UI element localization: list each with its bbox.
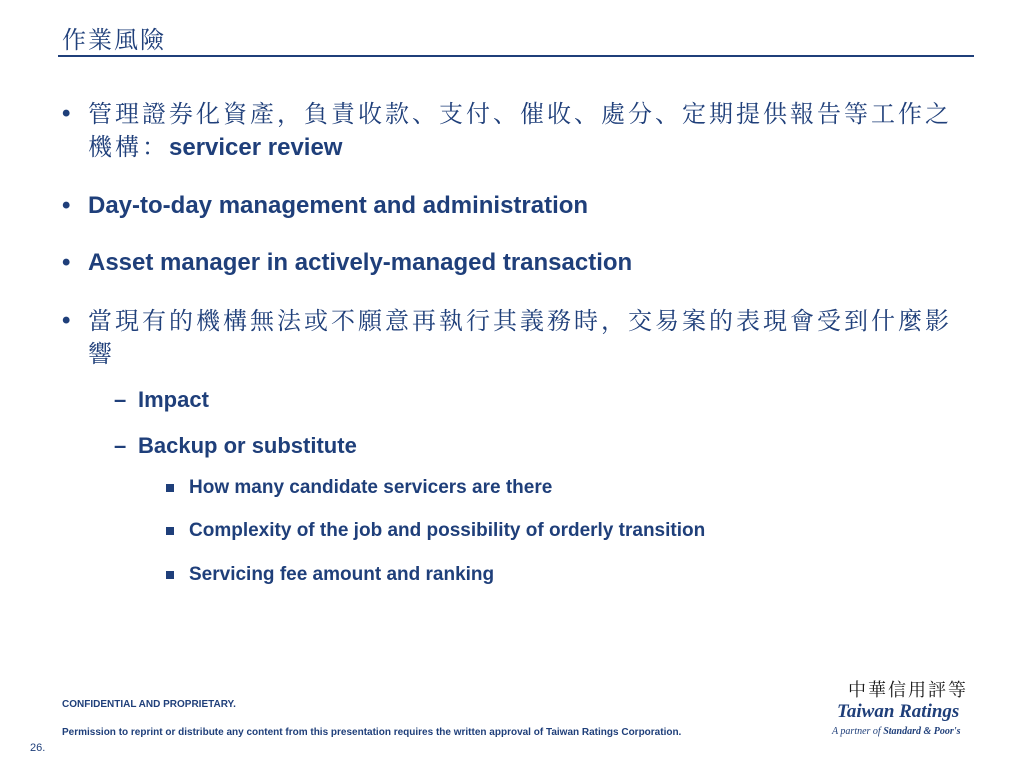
dash-marker: – xyxy=(114,387,127,413)
bullet-item xyxy=(62,98,962,165)
bullet-cjk-text: 管理證券化資產，負責收款、支付、催收、處分、定期提供報告等工作之機構： xyxy=(88,100,952,162)
bullet-cjk-text: 當現有的機構無法或不願意再執行其義務時，交易案的表現會受到什麼影響 xyxy=(88,306,952,368)
permission-notice: Permission to reprint or distribute any content from this presentation requires the written approval of Taiwan Ratings Corporation. xyxy=(62,727,682,738)
bullet-marker: • xyxy=(62,100,71,127)
bullet-latin-text: servicer review xyxy=(169,134,343,162)
sub-bullet-text: Backup or substitute xyxy=(138,433,357,459)
logo-name: Taiwan Ratings xyxy=(837,701,960,722)
sub-sub-bullet-item xyxy=(62,518,962,544)
title-divider xyxy=(58,55,974,57)
slide-title: 作業風險 xyxy=(62,26,166,54)
chinese-calligraphy-logo xyxy=(838,676,978,702)
bullet-item xyxy=(62,190,962,222)
sub-sub-bullet-text: How many candidate servicers are there xyxy=(189,476,553,498)
page-number: 26. xyxy=(30,742,46,754)
partner-name: Standard & Poor's xyxy=(883,726,961,737)
sub-sub-bullet-text: Servicing fee amount and ranking xyxy=(189,564,495,585)
bullet-item xyxy=(62,305,962,372)
square-bullet-marker xyxy=(166,571,174,579)
sub-sub-bullet-text: Complexity of the job and possibility of orderly transition xyxy=(189,520,706,542)
sub-bullet-item xyxy=(62,385,962,415)
bullet-text: Asset manager in actively-managed transaction xyxy=(88,249,633,277)
slide-content xyxy=(62,98,962,606)
bullet-marker: • xyxy=(62,306,71,334)
sub-sub-bullet-item xyxy=(62,475,962,501)
sub-bullet-item xyxy=(62,431,962,461)
bullet-text: Day-to-day management and administration xyxy=(88,191,589,219)
bullet-marker: • xyxy=(62,191,71,219)
sub-bullet-text: Impact xyxy=(138,387,209,413)
bullet-marker: • xyxy=(62,249,71,277)
bullet-item xyxy=(62,247,962,279)
partner-prefix: A partner of xyxy=(832,726,884,737)
sub-sub-bullet-item xyxy=(62,562,962,588)
square-bullet-marker xyxy=(166,484,174,492)
logo-chinese-text: 中華信用評等 xyxy=(848,680,968,701)
dash-marker: – xyxy=(114,433,127,459)
logo-partner-line xyxy=(832,726,960,737)
taiwan-ratings-logo xyxy=(826,676,982,744)
confidential-notice: CONFIDENTIAL AND PROPRIETARY. xyxy=(62,699,236,710)
square-bullet-marker xyxy=(166,527,174,535)
